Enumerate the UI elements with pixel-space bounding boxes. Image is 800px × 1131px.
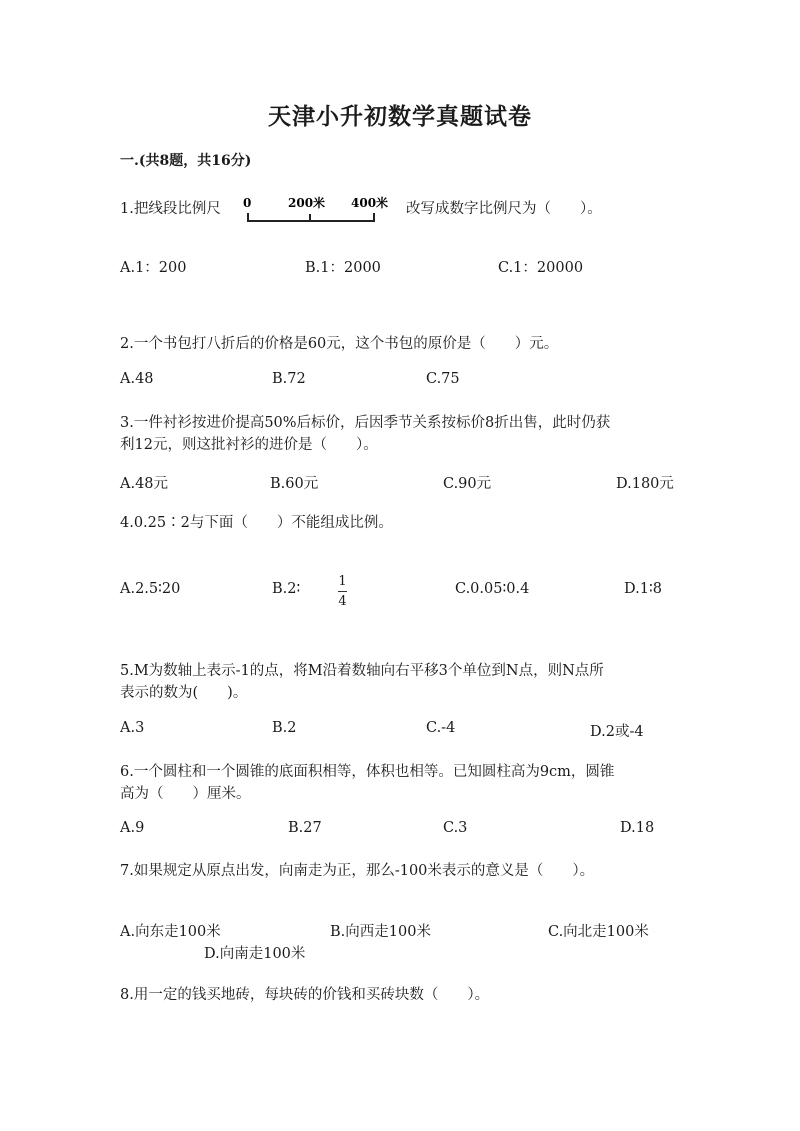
scale-bar-figure	[240, 192, 395, 228]
q6-option-c[interactable]: C.3	[443, 820, 468, 836]
question-4-text: 4.0.25∶2与下面（ ）不能组成比例。	[120, 515, 393, 531]
q4-option-b-fraction	[338, 575, 347, 608]
question-2-text: 2.一个书包打八折后的价格是60元，这个书包的原价是（ ）元。	[120, 336, 559, 352]
q7-option-a[interactable]: A.向东走100米	[120, 924, 221, 940]
q4-option-d[interactable]: D.1∶8	[624, 581, 662, 597]
q6-option-a[interactable]: A.9	[120, 820, 145, 836]
q7-option-d[interactable]: D.向南走100米	[204, 946, 306, 962]
q7-option-b[interactable]: B.向西走100米	[330, 924, 431, 940]
question-6-text-line1: 6.一个圆柱和一个圆锥的底面积相等，体积也相等。已知圆柱高为9cm，圆锥	[120, 764, 615, 780]
q4-option-c[interactable]: C.0.05∶0.4	[455, 581, 530, 597]
question-8-text: 8.用一定的钱买地砖，每块砖的价钱和买砖块数（ ）。	[120, 987, 490, 1003]
q6-option-b[interactable]: B.27	[288, 820, 322, 836]
q3-option-b[interactable]: B.60元	[270, 476, 319, 492]
scale-label-200: 200米	[288, 196, 326, 210]
q2-option-c[interactable]: C.75	[426, 371, 460, 387]
q5-option-a[interactable]: A.3	[120, 720, 145, 736]
q5-option-b[interactable]: B.2	[272, 720, 297, 736]
fraction-denominator: 4	[338, 594, 347, 609]
q1-option-c[interactable]: C.1：20000	[498, 260, 584, 276]
q7-option-c[interactable]: C.向北走100米	[548, 924, 649, 940]
q3-option-a[interactable]: A.48元	[120, 476, 169, 492]
scale-label-0: 0	[243, 196, 252, 210]
q5-option-d[interactable]: D.2或-4	[590, 724, 644, 740]
question-3-text-line2: 利12元，则这批衬衫的进价是（ ）。	[120, 437, 378, 453]
fraction-numerator: 1	[338, 574, 347, 589]
question-7-text: 7.如果规定从原点出发，向南走为正，那么-100米表示的意义是（ ）。	[120, 863, 595, 879]
q4-option-a[interactable]: A.2.5∶20	[120, 581, 181, 597]
question-1-text-start: 1.把线段比例尺	[120, 201, 221, 217]
q5-option-c[interactable]: C.-4	[426, 720, 456, 736]
q3-option-d[interactable]: D.180元	[616, 476, 674, 492]
section-header: 一.(共8题，共16分)	[120, 153, 252, 169]
q2-option-b[interactable]: B.72	[272, 371, 306, 387]
q1-option-a[interactable]: A.1：200	[120, 260, 187, 276]
fraction-bar	[338, 591, 347, 592]
q1-option-b[interactable]: B.1：2000	[305, 260, 381, 276]
q4-option-b[interactable]: B.2∶	[272, 581, 301, 597]
q2-option-a[interactable]: A.48	[120, 371, 154, 387]
scale-label-400: 400米	[351, 196, 389, 210]
question-5-text-line2: 表示的数为( )。	[120, 685, 248, 701]
question-5-text-line1: 5.M为数轴上表示-1的点，将M沿着数轴向右平移3个单位到N点，则N点所	[120, 663, 604, 679]
question-3-text-line1: 3.一件衬衫按进价提高50%后标价，后因季节关系按标价8折出售，此时仍获	[120, 415, 611, 431]
question-6-text-line2: 高为（ ）厘米。	[120, 786, 251, 802]
q6-option-d[interactable]: D.18	[620, 820, 655, 836]
question-1-text-end: 改写成数字比例尺为（ ）。	[406, 201, 602, 217]
q3-option-c[interactable]: C.90元	[443, 476, 492, 492]
page-title: 天津小升初数学真题试卷	[268, 103, 532, 130]
